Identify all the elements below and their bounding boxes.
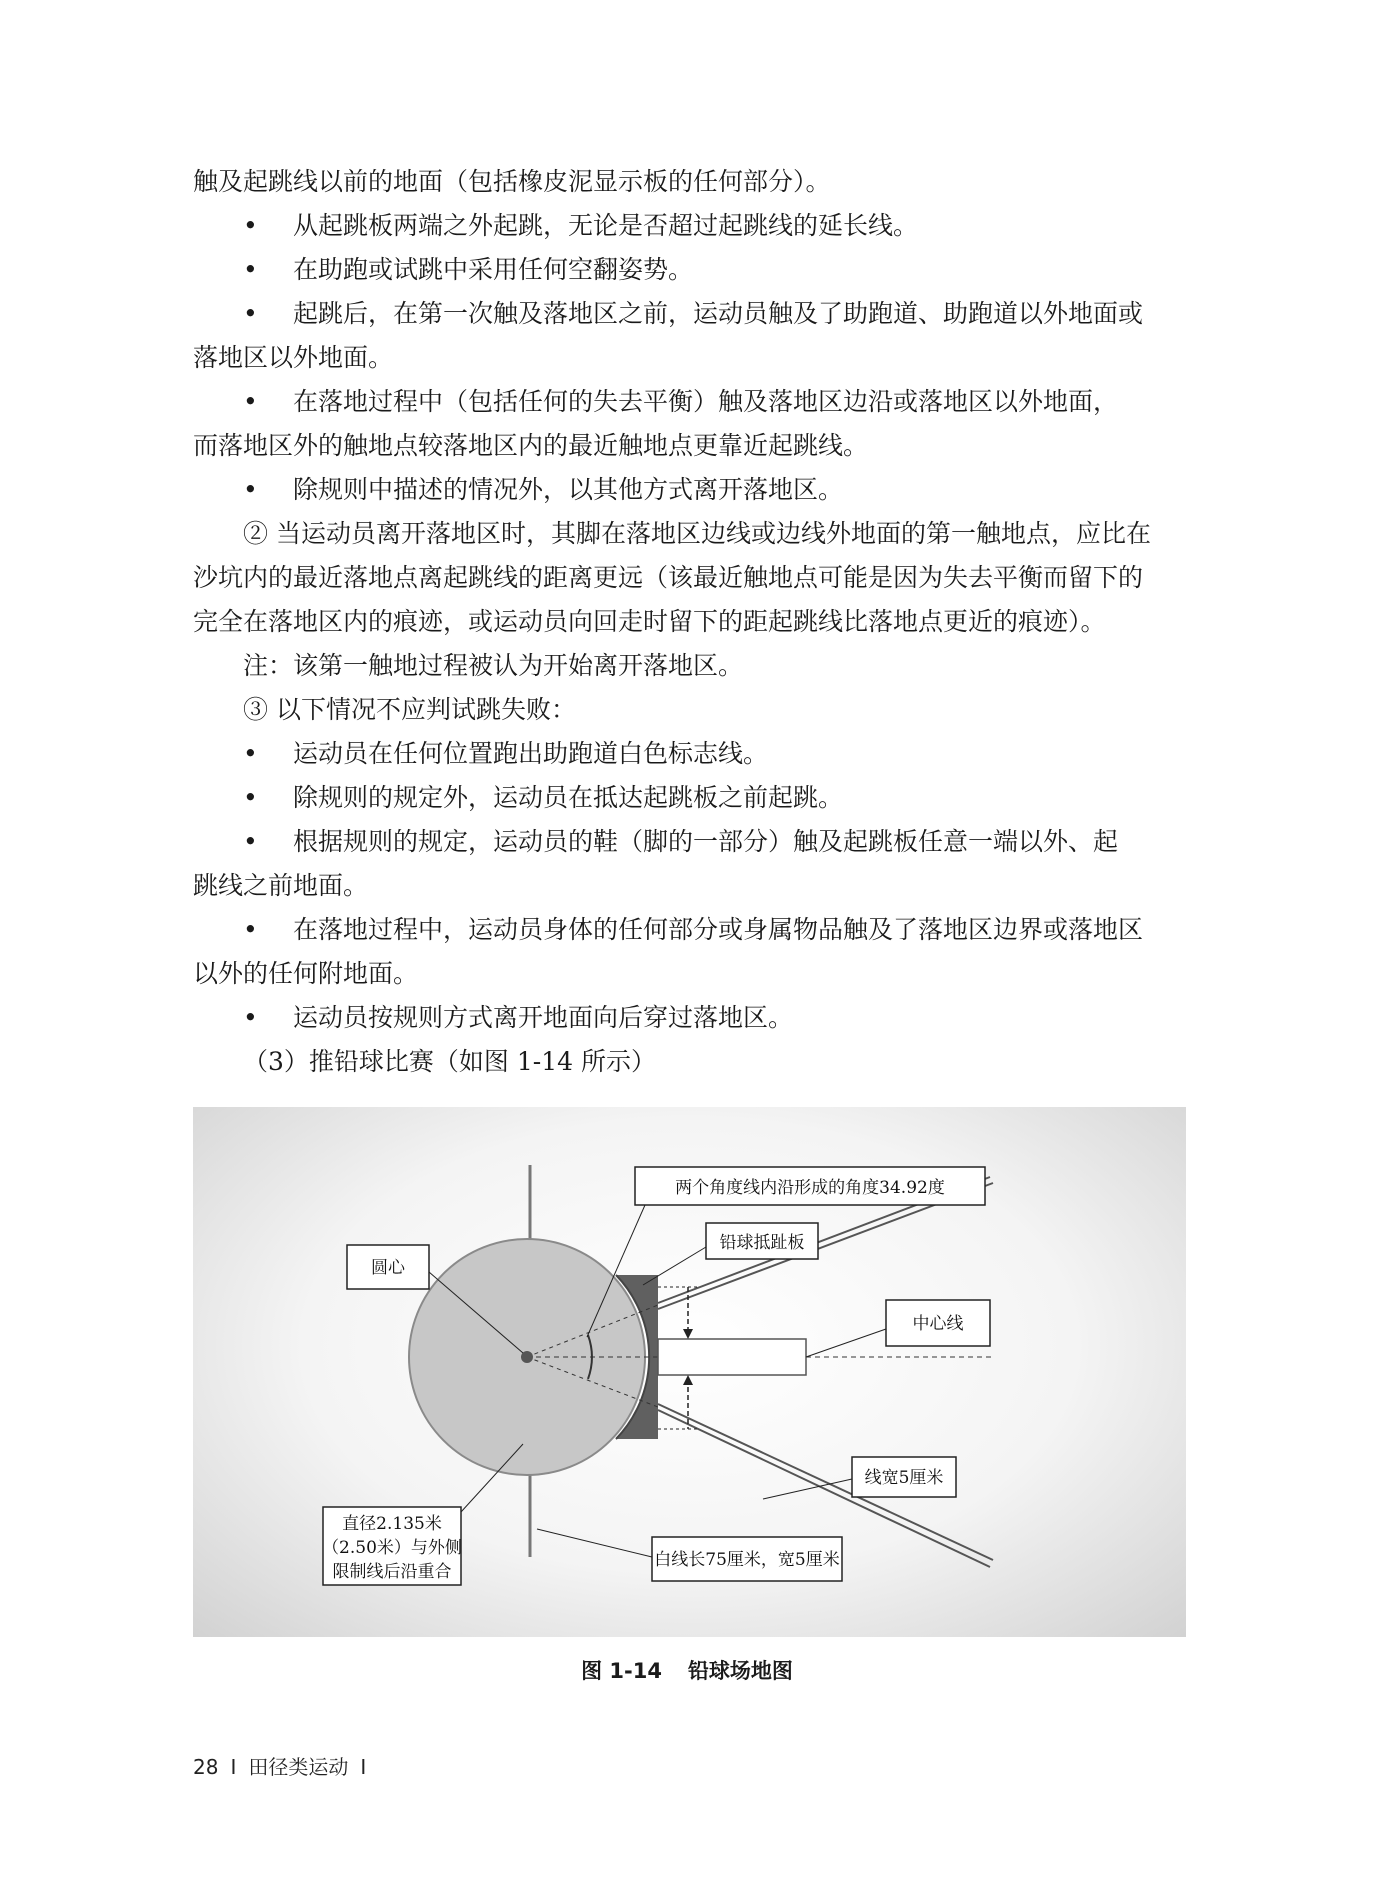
arrow-up: [683, 1375, 693, 1385]
bullet-icon: •: [243, 1003, 258, 1032]
label-angle: 两个角度线内沿形成的角度34.92度: [675, 1178, 945, 1198]
leader-line: [806, 1329, 886, 1357]
bullet-icon: •: [243, 255, 258, 284]
page-number: 28: [193, 1755, 219, 1779]
shot-put-diagram: [193, 1107, 1186, 1637]
paragraph-line: 触及起跳线以前的地面（包括橡皮泥显示板的任何部分）。: [193, 167, 831, 196]
paragraph-line: 以外的任何附地面。: [193, 959, 419, 988]
bullet-icon: •: [243, 783, 258, 812]
section-heading: （3）推铅球比赛（如图 1-14 所示）: [243, 1047, 656, 1076]
bullet-icon: •: [243, 211, 258, 240]
bullet-icon: •: [243, 915, 258, 944]
diagram-svg: [193, 1107, 1186, 1637]
paragraph-line: 完全在落地区内的痕迹，或运动员向回走时留下的距起跳线比落地点更近的痕迹）。: [193, 607, 1106, 636]
label-whiteline: 白线长75厘米，宽5厘米: [654, 1550, 840, 1570]
footer-separator: I: [230, 1755, 237, 1779]
paragraph-line: 沙坑内的最近落地点离起跳线的距离更远（该最近触地点可能是因为失去平衡而留下的: [193, 563, 1144, 592]
figure-caption: [0, 1655, 1374, 1685]
label-centerline: 中心线: [912, 1314, 964, 1334]
section-name: 田径类运动: [248, 1755, 349, 1779]
note-line: 注：该第一触地过程被认为开始离开落地区。: [243, 651, 744, 680]
bullet-item: • 从起跳板两端之外起跳，无论是否超过起跳线的延长线。: [193, 204, 1185, 248]
white-line-rect: [658, 1339, 806, 1375]
bullet-item: • 除规则中描述的情况外，以其他方式离开落地区。: [193, 468, 1185, 512]
bullet-item: • 除规则的规定外，运动员在抵达起跳板之前起跳。: [193, 776, 1185, 820]
label-diameter-2: （2.50米）与外侧: [322, 1538, 462, 1558]
bullet-icon: •: [243, 387, 258, 416]
bullet-item: • 运动员在任何位置跑出助跑道白色标志线。: [193, 732, 1185, 776]
label-diameter-3: 限制线后沿重合: [332, 1562, 452, 1582]
label-linewidth: 线宽5厘米: [864, 1468, 944, 1488]
caption-number: 图 1-14: [581, 1659, 662, 1683]
paragraph-line: 而落地区外的触地点较落地区内的最近触地点更靠近起跳线。: [193, 431, 869, 460]
bullet-item: • 在助跑或试跳中采用任何空翻姿势。: [193, 248, 1185, 292]
page-footer: [193, 1751, 378, 1780]
bullet-icon: •: [243, 739, 258, 768]
bullet-icon: •: [243, 475, 258, 504]
bullet-icon: •: [243, 827, 258, 856]
paragraph-line: 跳线之前地面。: [193, 871, 369, 900]
arrow-down: [683, 1329, 693, 1339]
paragraph-line: ② 当运动员离开落地区时，其脚在落地区边线或边线外地面的第一触地点，应比在: [243, 519, 1151, 548]
label-center: 圆心: [371, 1258, 405, 1278]
leader-line: [537, 1529, 652, 1557]
bullet-item: • 根据规则的规定，运动员的鞋（脚的一部分）触及起跳板任意一端以外、起: [193, 820, 1185, 864]
bullet-item: • 在落地过程中（包括任何的失去平衡）触及落地区边沿或落地区以外地面，: [193, 380, 1185, 424]
bullet-icon: •: [243, 299, 258, 328]
paragraph-line: 落地区以外地面。: [193, 343, 394, 372]
label-stopboard: 铅球抵趾板: [719, 1233, 805, 1253]
paragraph-line: ③ 以下情况不应判试跳失败：: [243, 695, 576, 724]
label-diameter-1: 直径2.135米: [342, 1514, 442, 1534]
leader-line: [643, 1247, 706, 1285]
bullet-item: • 在落地过程中，运动员身体的任何部分或身属物品触及了落地区边界或落地区: [193, 908, 1185, 952]
caption-title: 铅球场地图: [687, 1659, 793, 1683]
bullet-item: • 起跳后，在第一次触及落地区之前，运动员触及了助跑道、助跑道以外地面或: [193, 292, 1185, 336]
bullet-item: • 运动员按规则方式离开地面向后穿过落地区。: [193, 996, 1185, 1040]
footer-separator: I: [360, 1755, 367, 1779]
body-text: [193, 160, 1185, 1084]
